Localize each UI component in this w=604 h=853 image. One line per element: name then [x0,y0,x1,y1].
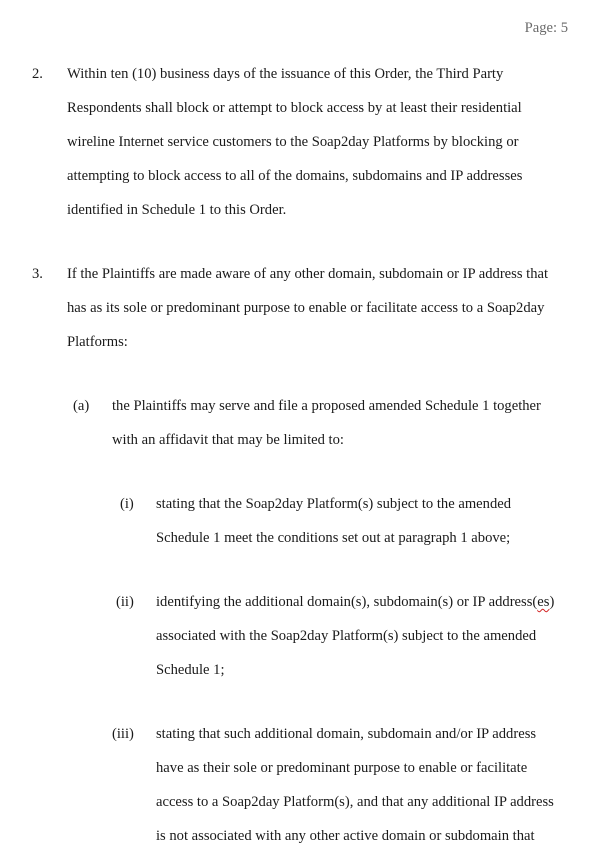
paragraph-line: Platforms: [67,334,128,350]
paragraph-line: attempting to block access to all of the domains, subdomains and IP addresses [67,168,523,184]
clause-number: (ii) [116,594,134,610]
clause-line: stating that such additional domain, subdomain and/or IP address [156,726,537,742]
paragraph-line: Respondents shall block or attempt to block access by at least their residential [67,100,522,116]
clause-line: Schedule 1; [156,662,225,678]
clause-line: associated with the Soap2day Platform(s) subject to the amended [156,628,537,644]
subparagraph-line: the Plaintiffs may serve and file a proposed amended Schedule 1 together [112,398,541,414]
clause-line: have as their sole or predominant purpose to enable or facilitate [156,760,528,776]
clause-number: (i) [120,496,134,512]
clause-text: ) [549,594,555,610]
clause-line [156,593,554,611]
clause-line: access to a Soap2day Platform(s), and that any additional IP address [156,794,554,810]
subparagraph-line: with an affidavit that may be limited to: [112,432,344,448]
page-header-number: Page: 5 [524,20,568,36]
clause-number: (iii) [112,726,134,742]
paragraph-line: identified in Schedule 1 to this Order. [67,202,287,218]
clause-line: Schedule 1 meet the conditions set out at paragraph 1 above; [156,530,511,546]
paragraph-line: wireline Internet service customers to the Soap2day Platforms by blocking or [67,134,519,150]
paragraph-number: 3. [32,266,43,282]
paragraph-line: If the Plaintiffs are made aware of any other domain, subdomain or IP address that [67,266,549,282]
clause-line: is not associated with any other active domain or subdomain that [156,828,535,844]
paragraph-number: 2. [32,66,43,82]
clause-line: stating that the Soap2day Platform(s) subject to the amended [156,496,512,512]
subparagraph-number: (a) [73,398,90,414]
clause-text: identifying the additional domain(s), subdomain(s) or IP address( [156,594,538,610]
paragraph-line: has as its sole or predominant purpose to enable or facilitate access to a Soap2day [67,300,545,316]
spellcheck-flagged-word[interactable]: es [537,594,550,610]
paragraph-line: Within ten (10) business days of the issuance of this Order, the Third Party [67,66,504,82]
